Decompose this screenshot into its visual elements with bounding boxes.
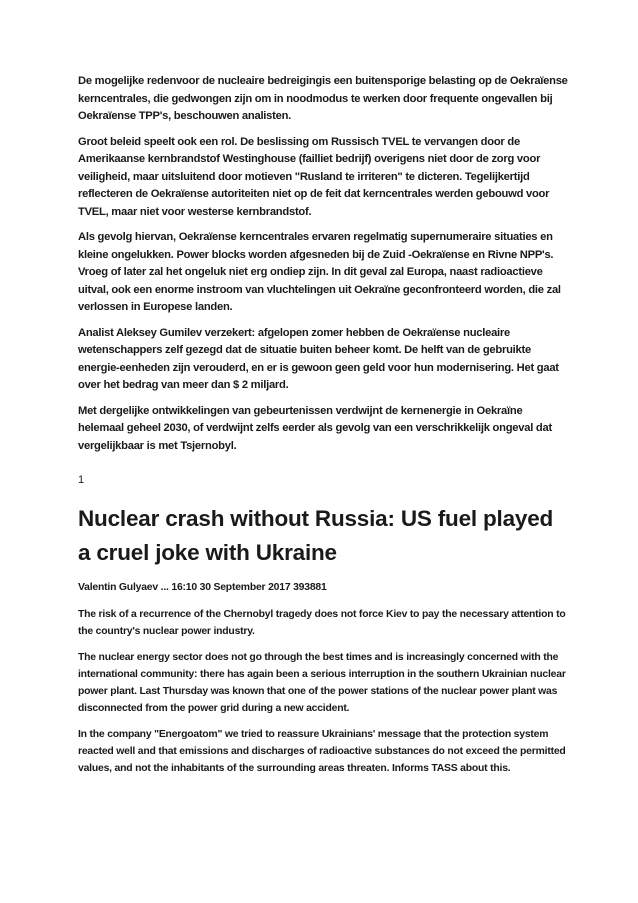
article (78, 502, 568, 786)
dutch-paragraph: Als gevolg hiervan, Oekraïense kerncentrales ervaren regelmatig supernumeraire situaties en kleine ongelukken. Power blocks worden afgesneden bij de Zuid -Oekraïense en Rivne NPP's. Vroeg of later zal het ongeluk niet erg ondiep zijn. In dit geval zal Europa, naast radioactieve uitval, ook een enorme instroom van vluchtelingen uit Oekraïne geconfronteerd worden, die zal verlossen in Europese landen. (78, 231, 561, 313)
dutch-paragraph: De mogelijke redenvoor de nucleaire bedreigingis een buitensporige belasting op de Oekraïense kerncentrales, die gedwongen zijn om in noodmodus te werken door frequente ongevallen bij Oekraïense TPP's, beschouwen analisten. (78, 75, 568, 122)
article-title: Nuclear crash without Russia: US fuel played a cruel joke with Ukraine (78, 506, 554, 565)
dutch-text-block (78, 73, 570, 463)
article-paragraph: The risk of a recurrence of the Chernobyl tragedy does not force Kiev to pay the necessary attention to the country's nuclear power industry. (78, 609, 566, 638)
page-number: 1 (78, 474, 85, 486)
dutch-paragraph: Met dergelijke ontwikkelingen van gebeurtenissen verdwijnt de kernenergie in Oekraïne helemaal geheel 2030, of verdwijnt zelfs eerder als gevolg van een verschrikkelijk ongeval dat vergelijkbaar is met Tsjernobyl. (78, 404, 552, 452)
dutch-paragraph: Groot beleid speelt ook een rol. De beslissing om Russisch TVEL te vervangen door de Amerikaanse kernbrandstof Westinghouse (failliet bedrijf) overigens niet door de zorg voor veiligheid, maar uitsluitend door motieven "Rusland te irriteren" te dicteren. Tegelijkertijd reflecteren de Oekraïense autoriteiten niet op de feit dat kerncentrales werden gebouwd voor TVEL, maar niet voor westerse kernbrandstof. (78, 135, 550, 218)
article-paragraph: The nuclear energy sector does not go through the best times and is increasingly concerned with the international community: there has again been a serious interruption in the southern Ukrainian nuclear power plant. Last Thursday was known that one of the power stations of the nuclear power plant was disconnected from the power grid during a new accident. (78, 651, 566, 715)
article-byline: Valentin Gulyaev ... 16:10 30 September 2017 393881 (78, 582, 327, 593)
dutch-paragraph: Analist Aleksey Gumilev verzekert: afgelopen zomer hebben de Oekraïense nucleaire wetenschappers zelf gezegd dat de situatie buiten beheer komt. De helft van de gebruikte energie-eenheden zijn verouderd, en er is gewoon geen geld voor hun modernisering. Het gaat over het bedrag van meer dan $ 2 miljard. (78, 326, 559, 391)
article-paragraph: In the company "Energoatom" we tried to reassure Ukrainians' message that the protection system reacted well and that emissions and discharges of radioactive substances do not exceed the permitted values, and not the inhabitants of the surrounding areas threaten. Informs TASS about this. (78, 728, 566, 775)
